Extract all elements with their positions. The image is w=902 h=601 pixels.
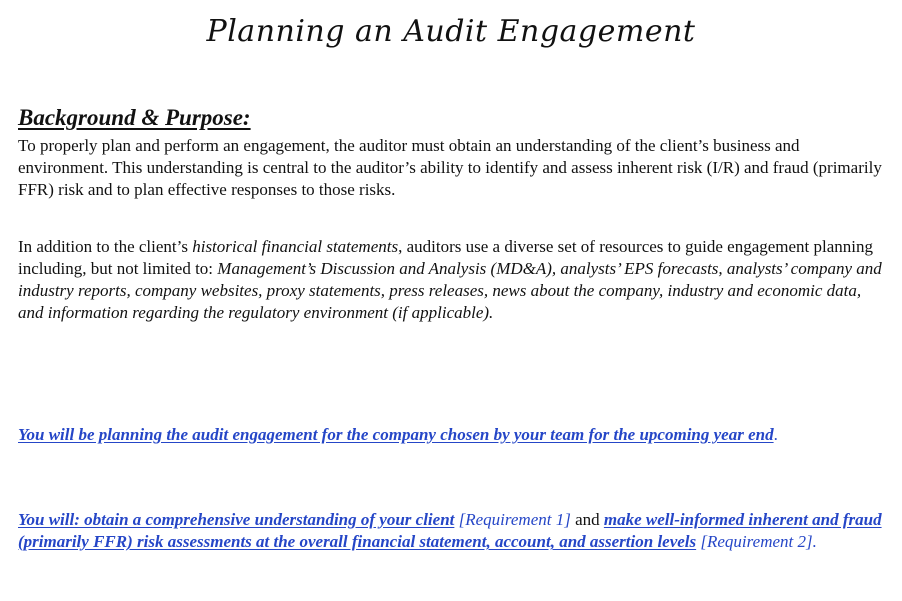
risk-assessment-link[interactable]: make well-informed inherent and fraud (primarily FFR) risk assessments at the overall financial statement, account, and assertion levels xyxy=(18,510,882,551)
historical-financial-statements-term: historical financial statements xyxy=(192,237,399,256)
instruction-statement-2 xyxy=(18,509,890,553)
statement-1-period: . xyxy=(773,425,778,444)
paragraph-2-middle: , auditors use a diverse set of resources to guide engagement planning including, but not limited to: xyxy=(18,237,874,278)
background-heading: Background & Purpose: xyxy=(18,105,251,130)
and-connector: and xyxy=(570,510,604,529)
requirement-2-label: [Requirement 2]. xyxy=(696,532,817,551)
page-title: Planning an Audit Engagement xyxy=(206,14,696,49)
resources-list: Management’s Discussion and Analysis (MD&A), analysts’ EPS forecasts, analysts’ company and industry reports, company websites, proxy statements, press releases, news about the company, industry and economic data, and information regarding the regulatory environment (if applicable). xyxy=(18,259,882,322)
paragraph-2-lead: In addition to the client’s xyxy=(18,237,193,256)
background-paragraph-1: To properly plan and perform an engagement, the auditor must obtain an understanding of the client’s business and environment. This understanding is central to the auditor’s ability to identify and assess inherent risk (I/R) and fraud (primarily FFR) risk and to plan effective responses to those risks. xyxy=(18,136,882,199)
instruction-statement-1 xyxy=(18,424,890,446)
requirement-1-label: [Requirement 1] xyxy=(454,510,571,529)
planning-engagement-link[interactable]: You will be planning the audit engagement for the company chosen by your team for the upcoming year end xyxy=(18,425,774,444)
understanding-client-link[interactable]: You will: obtain a comprehensive understanding of your client xyxy=(18,510,455,529)
background-paragraph-2 xyxy=(18,236,890,324)
